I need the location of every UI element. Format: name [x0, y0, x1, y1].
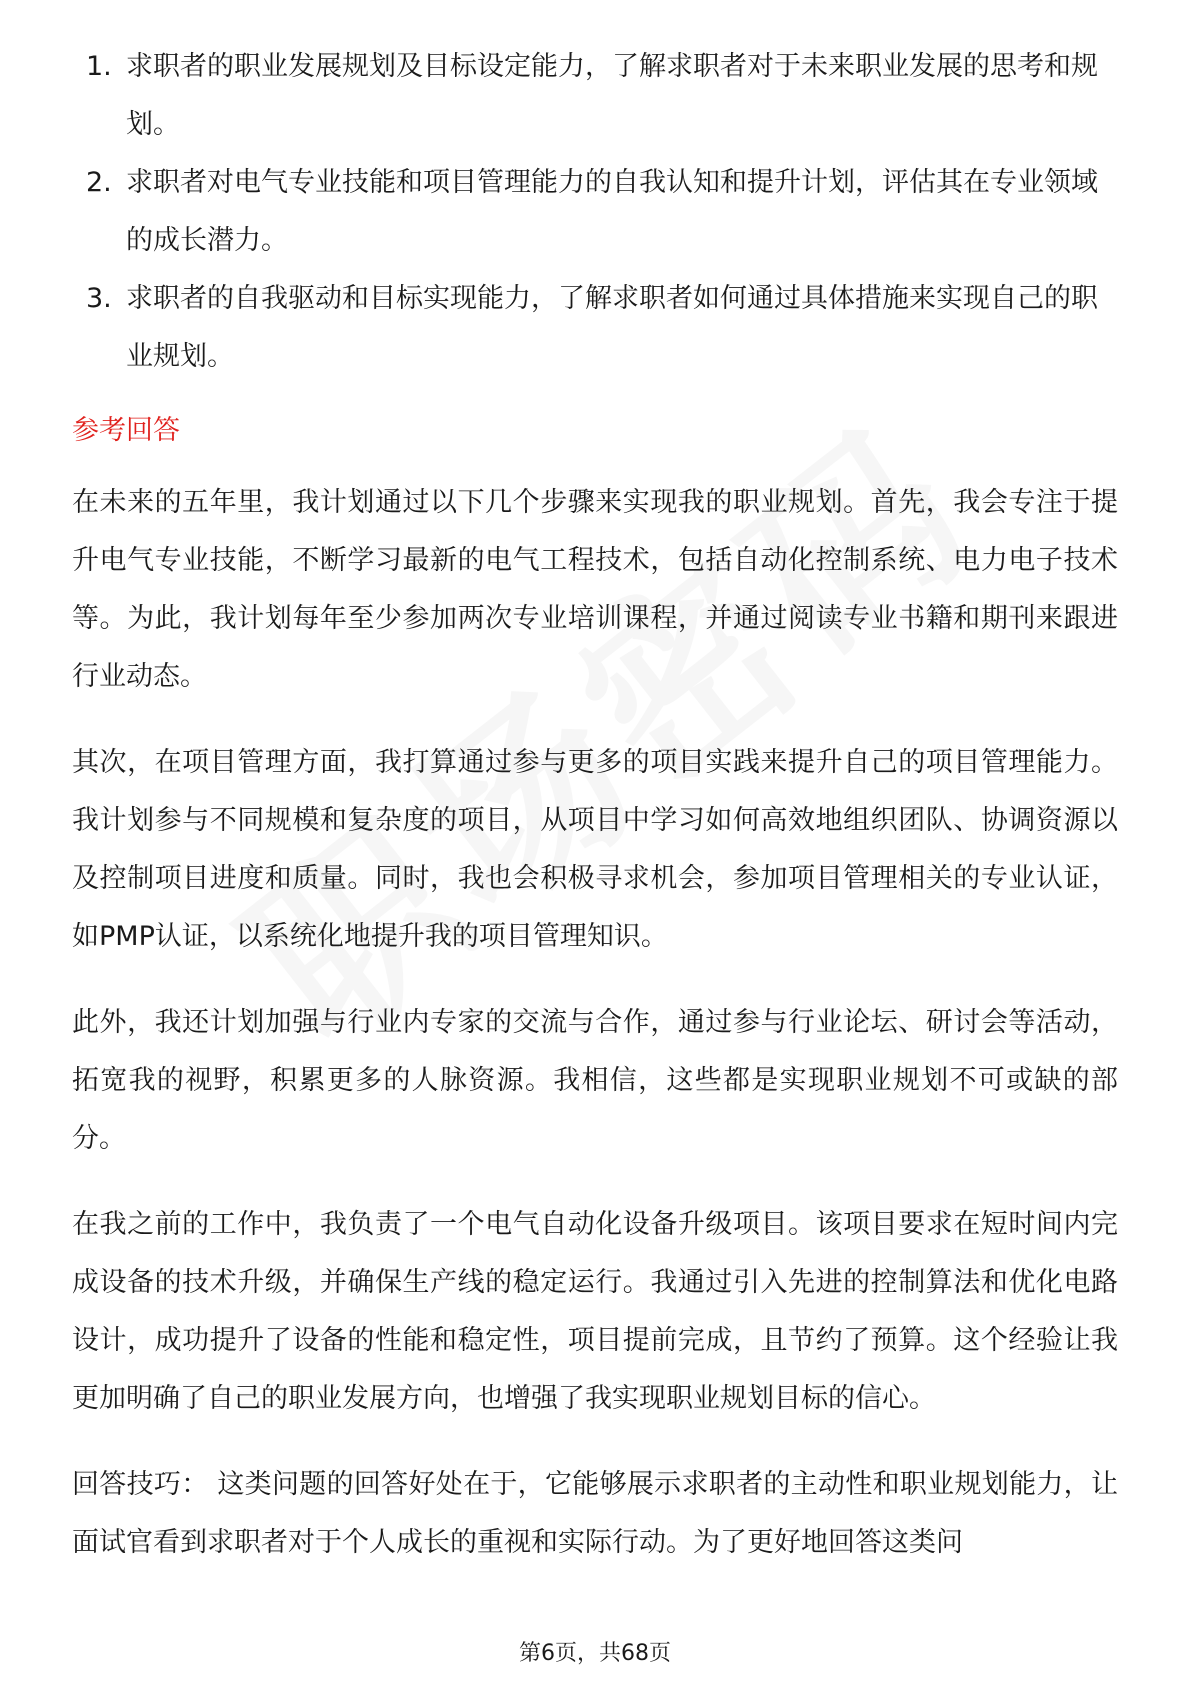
list-item — [72, 154, 1118, 270]
evaluation-points-list — [72, 38, 1118, 386]
answer-paragraph-1: 在未来的五年里，我计划通过以下几个步骤来实现我的职业规划。首先，我会专注于提升电气专业技能，不断学习最新的电气工程技术，包括自动化控制系统、电力电子技术等。为此，我计划每年至少参加两次专业培训课程，并通过阅读专业书籍和期刊来跟进行业动态。 — [72, 487, 1118, 692]
page-number-footer: 第6页，共68页 — [519, 1641, 671, 1666]
list-item-text: 求职者对电气专业技能和项目管理能力的自我认知和提升计划，评估其在专业领域的成长潜力。 — [126, 167, 1098, 256]
list-item-text: 求职者的自我驱动和目标实现能力，了解求职者如何通过具体措施来实现自己的职业规划。 — [126, 283, 1098, 372]
answer-paragraph-3: 此外，我还计划加强与行业内专家的交流与合作，通过参与行业论坛、研讨会等活动，拓宽我的视野，积累更多的人脉资源。我相信，这些都是实现职业规划不可或缺的部分。 — [72, 1007, 1118, 1154]
list-item-number: 2. — [86, 167, 112, 198]
list-item-number: 3. — [86, 283, 112, 314]
list-item — [72, 270, 1118, 386]
answer-tips-paragraph: 回答技巧： 这类问题的回答好处在于，它能够展示求职者的主动性和职业规划能力，让面试官看到求职者对于个人成长的重视和实际行动。为了更好地回答这类问 — [72, 1469, 1118, 1558]
list-item-text: 求职者的职业发展规划及目标设定能力，了解求职者对于未来职业发展的思考和规划。 — [126, 51, 1098, 140]
list-item — [72, 38, 1118, 154]
page-content — [72, 38, 1118, 1600]
answer-paragraph-2: 其次，在项目管理方面，我打算通过参与更多的项目实践来提升自己的项目管理能力。我计划参与不同规模和复杂度的项目，从项目中学习如何高效地组织团队、协调资源以及控制项目进度和质量。同时，我也会积极寻求机会，参加项目管理相关的专业认证，如PMP认证，以系统化地提升我的项目管理知识。 — [72, 747, 1118, 952]
section-heading: 参考回答 — [72, 415, 180, 446]
answer-paragraph-4: 在我之前的工作中，我负责了一个电气自动化设备升级项目。该项目要求在短时间内完成设备的技术升级，并确保生产线的稳定运行。我通过引入先进的控制算法和优化电路设计，成功提升了设备的性能和稳定性，项目提前完成，且节约了预算。这个经验让我更加明确了自己的职业发展方向，也增强了我实现职业规划目标的信心。 — [72, 1209, 1118, 1414]
list-item-number: 1. — [86, 51, 112, 82]
